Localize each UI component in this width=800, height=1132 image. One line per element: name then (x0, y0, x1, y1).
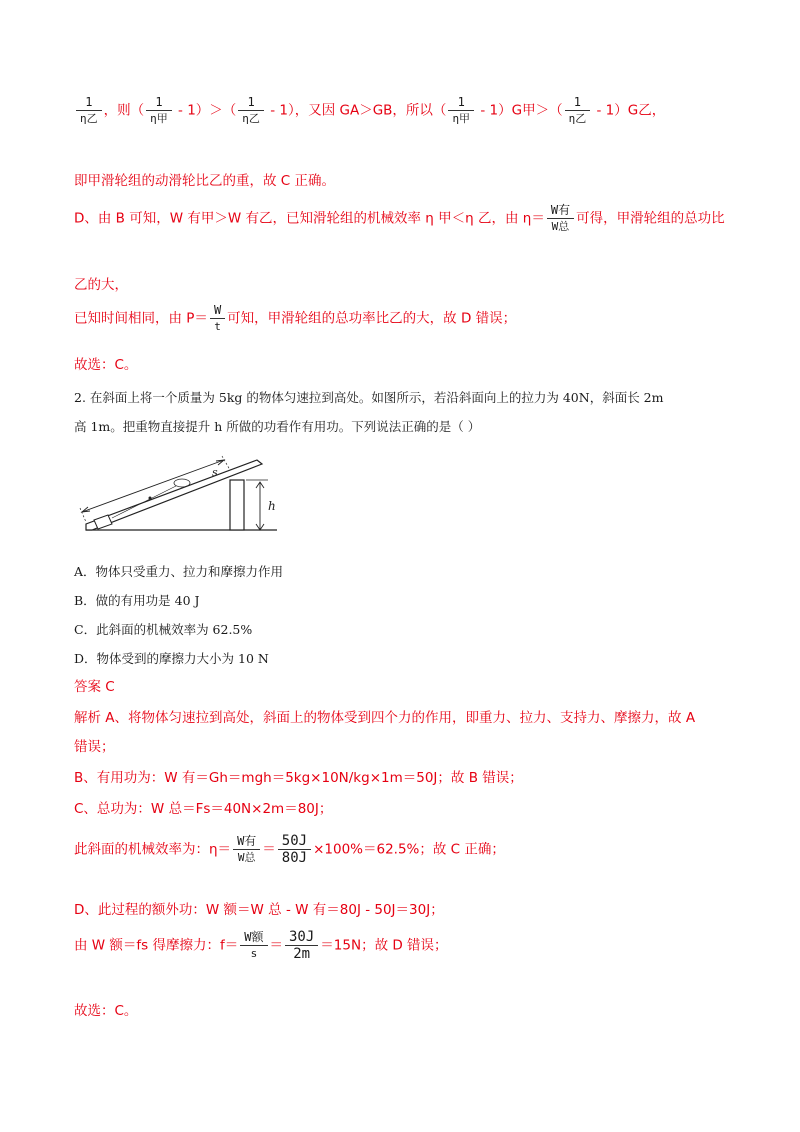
fraction-numerator: 30J (285, 930, 318, 946)
fraction-denominator: η乙 (568, 112, 587, 125)
support-pillar (230, 480, 244, 530)
fraction-numerator: 1 (238, 95, 264, 111)
efficiency-fraction (547, 203, 574, 234)
solution-final-1: 故选：C。 (74, 357, 138, 373)
text-segment: 已知时间相同，由 P＝ (74, 310, 208, 327)
fraction-numerator: W (210, 303, 225, 319)
efficiency-line (74, 834, 505, 880)
text-segment: 由 W 额＝fs 得摩擦力：f＝ (74, 937, 239, 954)
analysis-line-1: 解析 A、将物体匀速拉到高处，斜面上的物体受到四个力的作用，即重力、拉力、支持力、摩擦力，故 A (74, 710, 696, 726)
fraction-work-dist (240, 930, 267, 961)
text-segment: ×100%＝62.5%；故 C 正确； (313, 841, 505, 858)
solution-line-fractions (74, 95, 665, 139)
fraction-1 (76, 95, 102, 126)
option-c: C．此斜面的机械效率为 62.5% (74, 622, 253, 637)
fraction-denominator: t (214, 320, 221, 333)
analysis-c: C、总功为：W 总＝Fs＝40N×2m＝80J； (74, 801, 333, 817)
option-d: D．物体受到的摩擦力大小为 10 N (74, 651, 269, 666)
question-2-stem-line-2: 高 1m。把重物直接提升 h 所做的功看作有用功。下列说法正确的是（ ） (74, 419, 481, 434)
fraction-denominator: W总 (237, 851, 256, 864)
fraction-numerator: W有 (547, 203, 574, 219)
solution-line-power (74, 303, 516, 334)
fraction-2 (146, 95, 172, 126)
fraction-5 (565, 95, 591, 126)
option-a: A．物体只受重力、拉力和摩擦力作用 (74, 564, 284, 579)
fraction-values-2 (285, 930, 318, 961)
fraction-denominator: η甲 (452, 112, 471, 125)
fraction-numerator: W额 (240, 930, 267, 946)
final-answer: 故选：C。 (74, 1003, 138, 1019)
fraction-denominator: η乙 (242, 112, 260, 125)
text-segment: D、由 B 可知，W 有甲＞W 有乙，已知滑轮组的机械效率 η 甲＜η 乙，由 η＝ (74, 210, 545, 227)
fraction-denominator: η甲 (150, 112, 168, 125)
solution-line-conclusion: 即甲滑轮组的动滑轮比乙的重，故 C 正确。 (74, 173, 336, 189)
label-h: h (268, 499, 276, 513)
fraction-denominator: η乙 (80, 112, 98, 125)
fraction-numerator: 1 (448, 95, 474, 111)
fraction-denominator: s (250, 947, 258, 960)
friction-line (74, 930, 448, 976)
text-segment: - 1）G甲＞（ (476, 102, 563, 119)
fraction-numerator: 1 (146, 95, 172, 111)
solution-line-cont: 乙的大， (74, 277, 128, 293)
fraction-denominator: W总 (551, 220, 570, 233)
hand-icon (174, 479, 190, 487)
fraction-numerator: W有 (233, 834, 260, 850)
fraction-numerator: 1 (565, 95, 591, 111)
fraction-w-ratio (233, 834, 260, 865)
text-segment: ，则（ (103, 102, 145, 119)
text-segment: ＝ (262, 841, 276, 858)
text-segment: 可知，甲滑轮组的总功率比乙的大，故 D 错误； (227, 310, 517, 327)
question-2-stem-line-1: 2. 在斜面上将一个质量为 5kg 的物体匀速拉到高处。如图所示，若沿斜面向上的拉力为 40N，斜面长 2m (74, 390, 664, 405)
fraction-denominator: 80J (281, 850, 308, 866)
analysis-d: D、此过程的额外功：W 额＝W 总 - W 有＝80J - 50J＝30J； (74, 902, 444, 918)
text-segment: - 1）G乙， (592, 102, 666, 119)
answer-line: 答案 C (74, 679, 115, 695)
text-segment: - 1），又因 GA＞GB，所以（ (265, 102, 447, 119)
label-s: s (212, 466, 218, 479)
power-fraction (210, 303, 225, 334)
fraction-values (278, 834, 311, 865)
text-segment: 可得，甲滑轮组的总功比 (576, 210, 725, 227)
fraction-4 (448, 95, 474, 126)
analysis-b: B、有用功为：W 有＝Gh＝mgh＝5kg×10N/kg×1m＝50J；故 B 错误； (74, 770, 523, 786)
text-segment: ＝ (269, 937, 283, 954)
fraction-numerator: 50J (278, 834, 311, 850)
analysis-line-2: 错误； (74, 739, 115, 755)
solution-line-d (74, 203, 725, 234)
fraction-3 (238, 95, 264, 126)
fraction-denominator: 2m (293, 946, 311, 962)
text-segment: ＝15N；故 D 错误； (320, 937, 448, 954)
text-segment: 此斜面的机械效率为：η＝ (74, 841, 232, 858)
option-b: B．做的有用功是 40 J (74, 593, 200, 608)
text-segment: - 1）＞（ (173, 102, 237, 119)
block (94, 515, 112, 529)
incline-figure (72, 450, 292, 540)
fraction-numerator: 1 (76, 95, 102, 111)
